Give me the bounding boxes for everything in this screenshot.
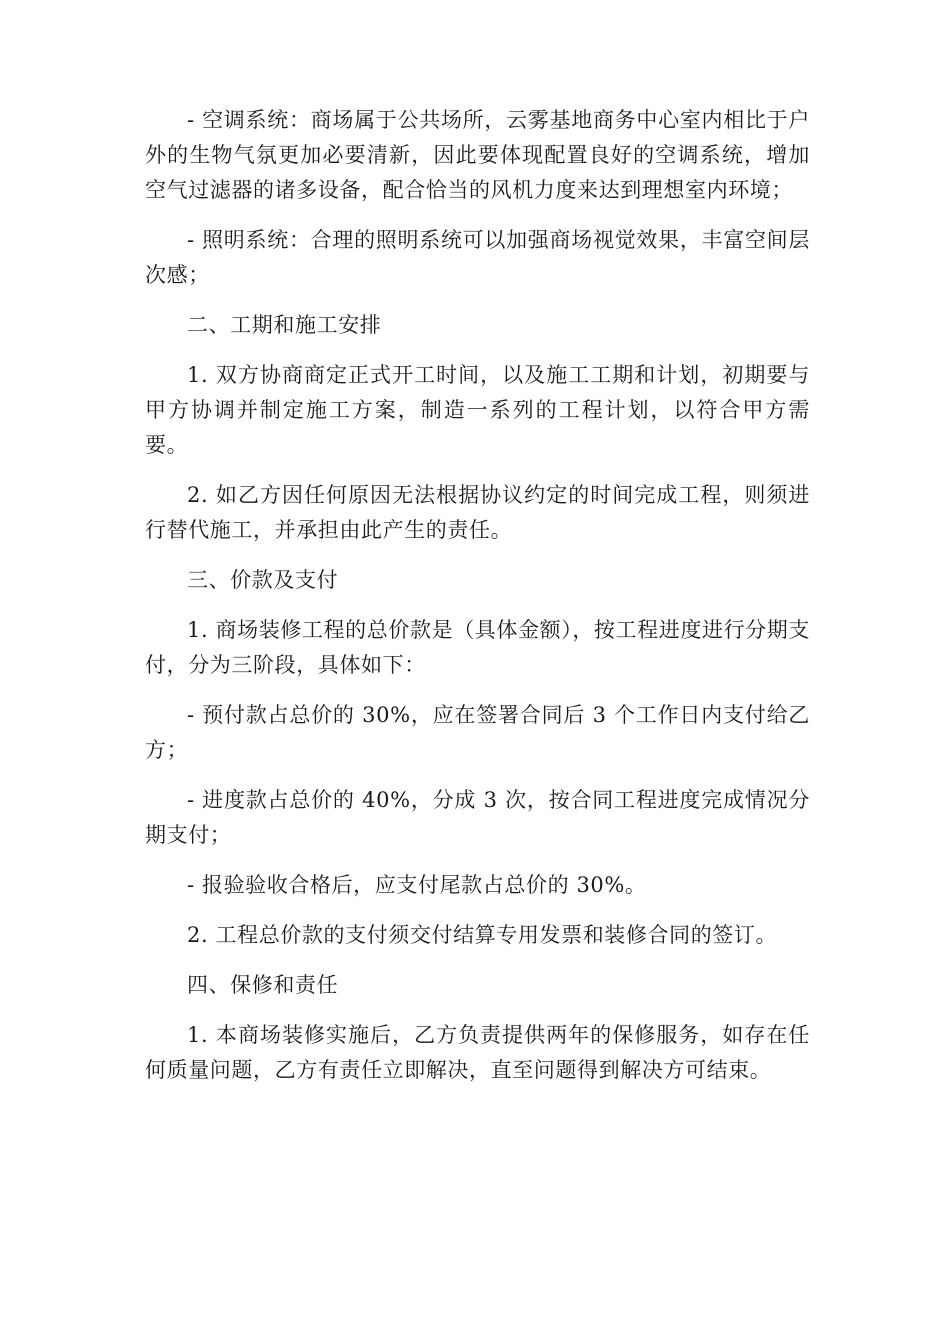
paragraph-air-conditioning: - 空调系统：商场属于公共场所，云雾基地商务中心室内相比于户外的生物气氛更加必要清新，因此要体现配置良好的空调系统，增加空气过滤器的诸多设备，配合恰当的风机力度来达到理想室内环境； xyxy=(145,108,810,202)
section-heading-schedule: 二、工期和施工安排 xyxy=(187,313,382,337)
paragraph-payment-1: 1. 商场装修工程的总价款是（具体金额），按工程进度进行分期支付，分为三阶段，具体如下： xyxy=(145,618,810,677)
document-body xyxy=(145,103,810,1103)
paragraph-payment-progress: - 进度款占总价的 40%，分成 3 次，按合同工程进度完成情况分期支付； xyxy=(145,788,810,847)
paragraph-schedule-1: 1. 双方协商商定正式开工时间，以及施工工期和计划，初期要与甲方协调并制定施工方案，制造一系列的工程计划，以符合甲方需要。 xyxy=(145,363,810,457)
paragraph-schedule-2: 2. 如乙方因任何原因无法根据协议约定的时间完成工程，则须进行替代施工，并承担由此产生的责任。 xyxy=(145,483,810,542)
paragraph-warranty-1: 1. 本商场装修实施后，乙方负责提供两年的保修服务，如存在任何质量问题，乙方有责任立即解决，直至问题得到解决方可结束。 xyxy=(145,1023,810,1082)
paragraph-lighting: - 照明系统：合理的照明系统可以加强商场视觉效果，丰富空间层次感； xyxy=(145,228,810,287)
paragraph-payment-2: 2. 工程总价款的支付须交付结算专用发票和装修合同的签订。 xyxy=(187,923,778,947)
section-heading-warranty: 四、保修和责任 xyxy=(187,973,339,997)
paragraph-payment-advance: - 预付款占总价的 30%，应在签署合同后 3 个工作日内支付给乙方； xyxy=(145,703,810,762)
section-heading-payment: 三、价款及支付 xyxy=(187,568,339,592)
paragraph-payment-final: - 报验验收合格后，应支付尾款占总价的 30%。 xyxy=(187,873,647,897)
